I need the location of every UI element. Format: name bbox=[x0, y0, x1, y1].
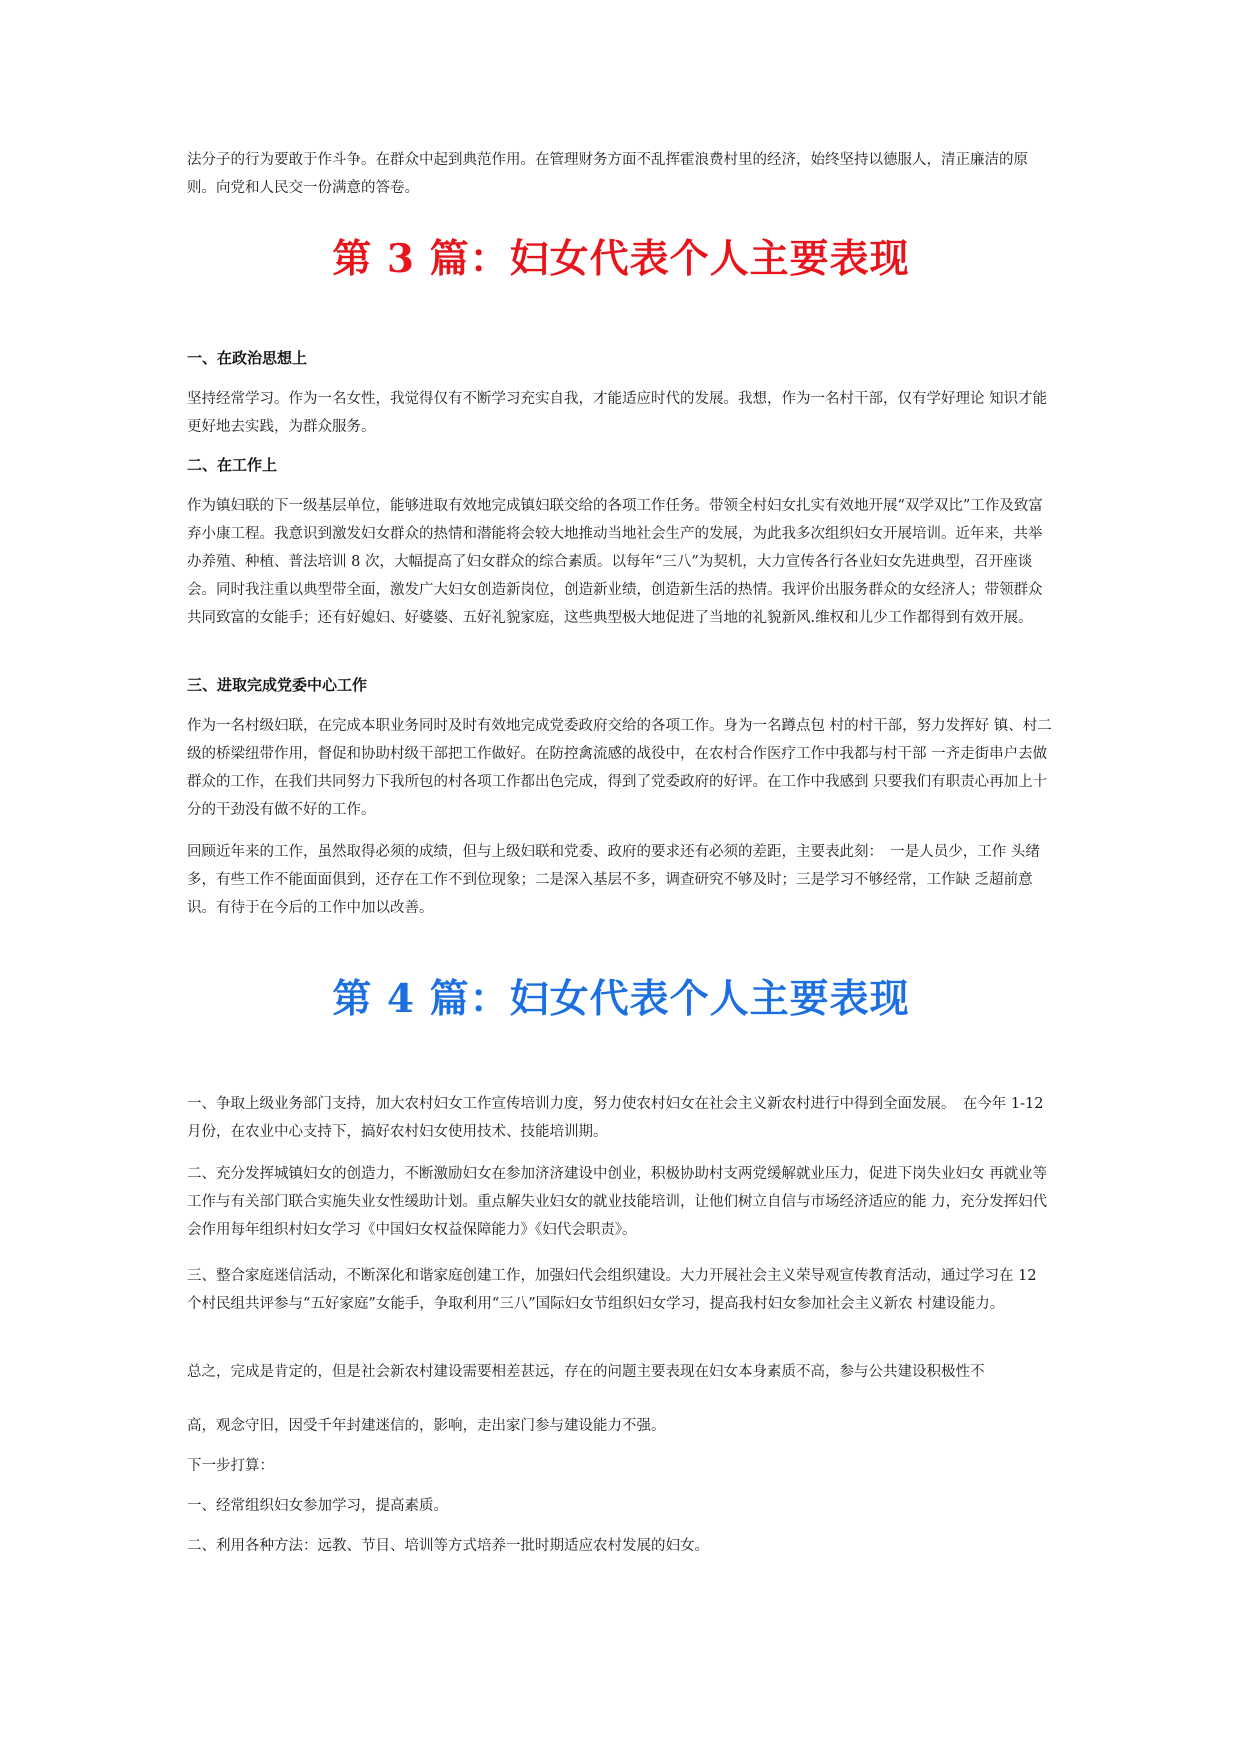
article-3-section-1-text: 坚持经常学习。作为一名女性，我觉得仅有不断学习充实自我，才能适应时代的发展。我想，作为一名村干部，仅有学好理论 知识才能更好地去实践，为群众服务。 bbox=[187, 391, 1048, 435]
article-4-item-3: 三、整合家庭迷信活动，不断深化和谐家庭创建工作，加强妇代会组织建设。大力开展社会主义荣导观宣传教育活动，通过学习在 12 个村民组共评参与“五好家庭”女能手，争取利用“三八”国际妇女节组织妇女学习，提高我村妇女参加社会主义新农 村建设能力。 bbox=[187, 1268, 1037, 1312]
article-4-summary-line-1: 总之，完成是肯定的，但是社会新农村建设需要相差甚远，存在的问题主要表现在妇女本身素质不高，参与公共建设积极性不 bbox=[187, 1364, 985, 1380]
article-3-review-text: 回顾近年来的工作，虽然取得必须的成绩，但与上级妇联和党委、政府的要求还有必须的差距，主要表此刻： 一是人员少，工作 头绪多，有些工作不能面面俱到，还存在工作不到位现象；二是深入基层不多，调查研究不够及时；三是学习不够经常，工作缺 乏超前意识。有待于在今后的工作中加以改善。 bbox=[187, 844, 1040, 916]
intro-paragraph: 法分子的行为要敢于作斗争。在群众中起到典范作用。在管理财务方面不乱挥霍浪费村里的经济，始终坚持以德服人，清正廉洁的原则。向党和人民交一份满意的答卷。 bbox=[187, 152, 1028, 196]
article-4-next-step-2: 二、利用各种方法：远教、节目、培训等方式培养一批时期适应农村发展的妇女。 bbox=[187, 1538, 709, 1554]
article-4-summary-line-2: 高，观念守旧，因受千年封建迷信的，影响，走出家门参与建设能力不强。 bbox=[187, 1418, 666, 1434]
article-4-title: 第 4 篇：妇女代表个人主要表现 bbox=[332, 976, 910, 1022]
article-4-item-2: 二、充分发挥城镇妇女的创造力，不断激励妇女在参加济济建设中创业，积极协助村支两党缓解就业压力，促进下岗失业妇女 再就业等工作与有关部门联合实施失业女性缓助计划。重点解失业妇女的就业技能培训，让他们树立自信与市场经济适应的能 力，充分发挥妇代会作用每年组织村妇女学习《中国妇女权益保障能力》《妇代会职责》。 bbox=[187, 1166, 1048, 1238]
article-3-section-1-heading: 一、在政治思想上 bbox=[187, 349, 308, 367]
article-3-section-3-text: 作为一名村级妇联，在完成本职业务同时及时有效地完成党委政府交给的各项工作。身为一名蹲点包 村的村干部，努力发挥好 镇、村二级的桥梁纽带作用，督促和协助村级干部把工作做好。在防控禽流感的战役中，在农村合作医疗工作中我都与村干部 一齐走街串户去做群众的工作，在我们共同努力下我所包的村各项工作都出色完成，得到了党委政府的好评。在工作中我感到 只要我们有职责心再加上十分的干劲没有做不好的工作。 bbox=[187, 718, 1052, 818]
article-4-item-1: 一、争取上级业务部门支持，加大农村妇女工作宣传培训力度，努力使农村妇女在社会主义新农村进行中得到全面发展。 在今年 1-12 月份，在农业中心支持下，搞好农村妇女使用技术、技能培训期。 bbox=[187, 1096, 1044, 1140]
article-3-section-2-text: 作为镇妇联的下一级基层单位，能够进取有效地完成镇妇联交给的各项工作任务。带领全村妇女扎实有效地开展“双学双比”工作及致富弃小康工程。我意识到激发妇女群众的热情和潜能将会较大地推动当地社会生产的发展，为此我多次组织妇女开展培训。近年来，共举办养殖、种植、普法培训 8 次，大幅提高了妇女群众的综合素质。以每年“三八”为契机，大力宣传各行各业妇女先进典型，召开座谈会。同时我注重以典型带全面，激发广大妇女创造新岗位，创造新业绩，创造新生活的热情。我评价出服务群众的女经济人；带领群众共同致富的女能手；还有好媳妇、好婆婆、五好礼貌家庭，这些典型极大地促进了当地的礼貌新风.维权和儿少工作都得到有效开展。 bbox=[187, 498, 1043, 626]
article-3-section-2-heading: 二、在工作上 bbox=[187, 456, 278, 474]
article-3-title: 第 3 篇：妇女代表个人主要表现 bbox=[332, 236, 910, 282]
article-4-next-steps-label: 下一步打算： bbox=[187, 1458, 274, 1474]
article-3-section-3-heading: 三、进取完成党委中心工作 bbox=[187, 676, 368, 694]
article-4-next-step-1: 一、经常组织妇女参加学习，提高素质。 bbox=[187, 1498, 448, 1514]
